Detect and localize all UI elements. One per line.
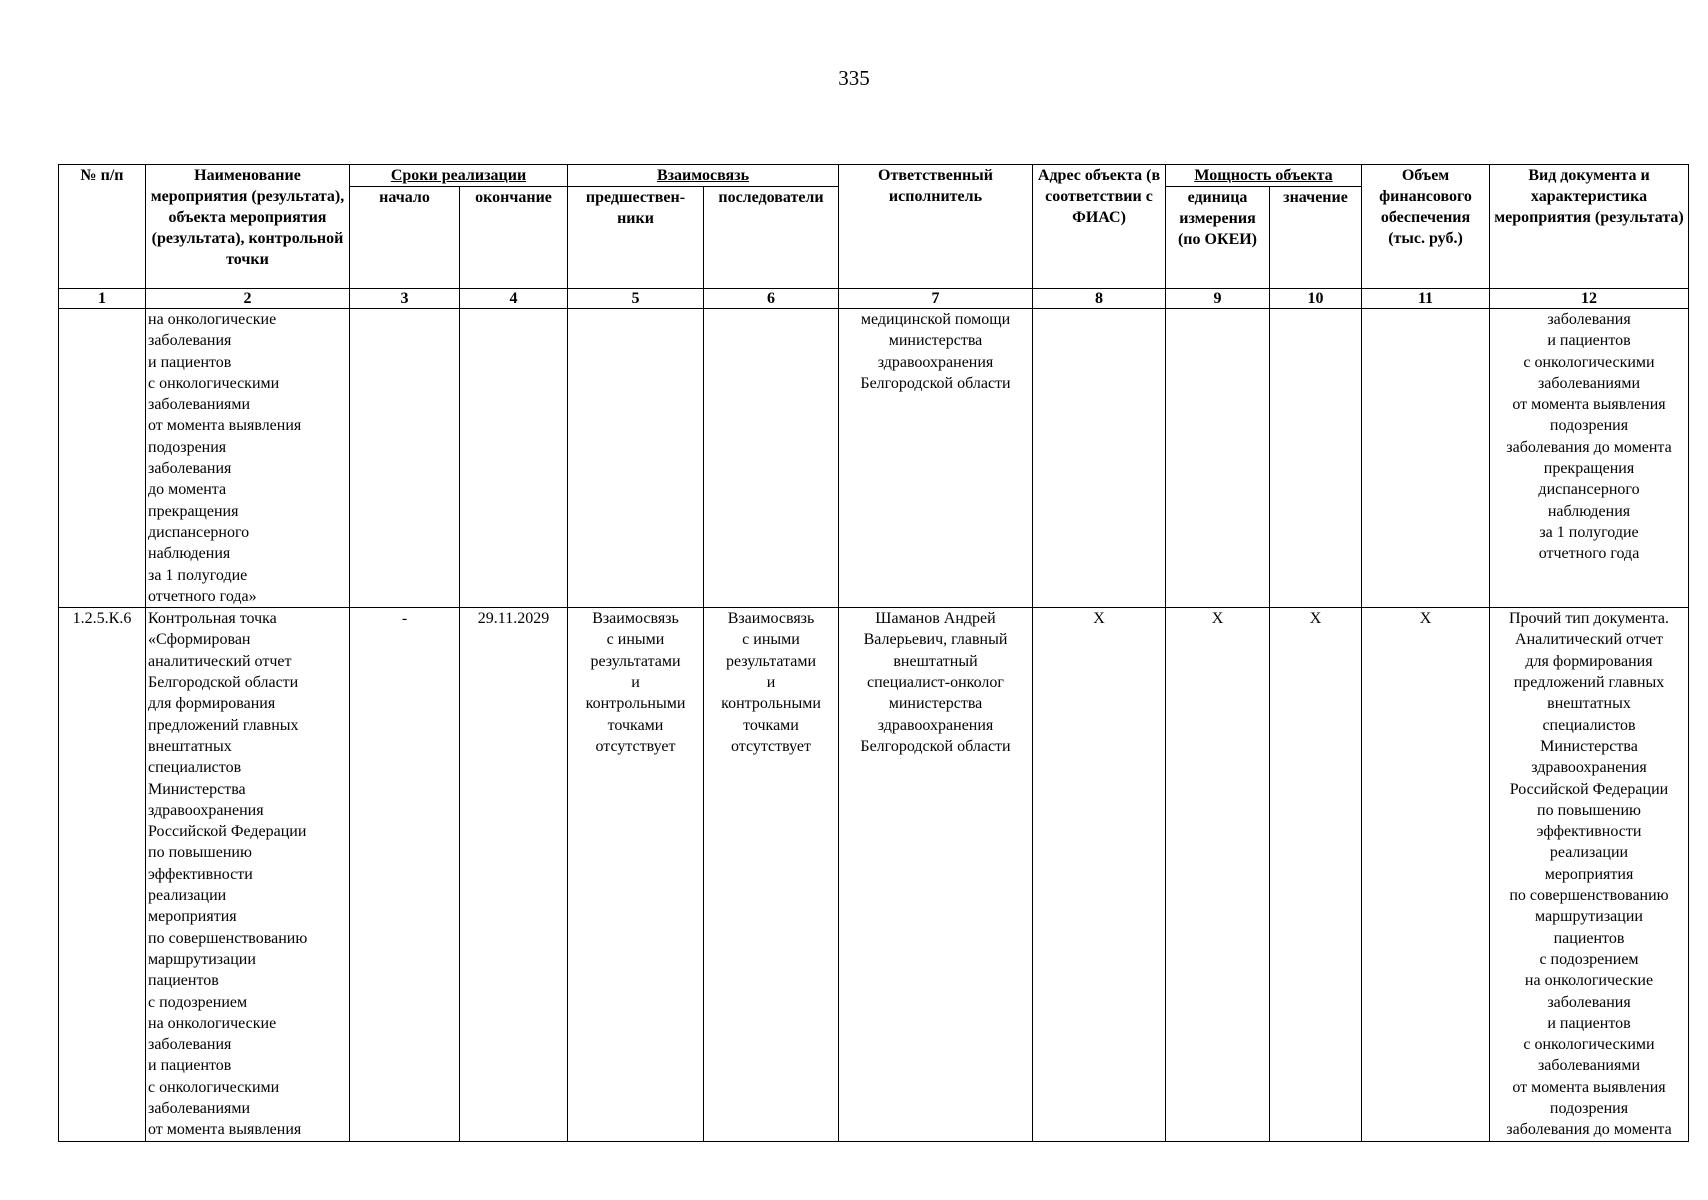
cell-line: подозрения xyxy=(1549,417,1629,435)
cell-line: на онкологические xyxy=(148,1014,277,1032)
cell-line: и пациентов xyxy=(148,353,232,371)
cell-line: заболевания xyxy=(1547,993,1631,1011)
cell-line: от момента выявления xyxy=(1512,396,1666,414)
cell-line: заболевания xyxy=(1547,311,1631,328)
cell-predecessors xyxy=(568,309,704,608)
cell-finance xyxy=(1362,309,1490,608)
cell-line: с онкологическими xyxy=(148,1078,280,1096)
cell-value xyxy=(1270,309,1362,608)
cell-executor xyxy=(839,608,1033,1141)
cell-line: точками xyxy=(743,716,799,734)
cell-line: контрольными xyxy=(585,695,686,713)
cell-unit xyxy=(1166,309,1270,608)
cell-name xyxy=(146,309,350,608)
cell-line: маршрутизации xyxy=(1535,908,1643,926)
cell-line: по повышению xyxy=(1537,801,1641,819)
cell-line: эффективности xyxy=(1536,823,1642,841)
column-number: 7 xyxy=(839,289,1033,309)
cell-line: специалист-онколог xyxy=(867,674,1004,692)
column-number: 2 xyxy=(146,289,350,309)
cell-line: и пациентов xyxy=(1547,1014,1631,1032)
cell-line: с онкологическими xyxy=(1523,353,1655,371)
cell-line: мероприятия xyxy=(148,908,237,926)
cell-line: мероприятия xyxy=(1544,865,1634,883)
cell-line: Белгородской области xyxy=(860,737,1011,755)
header-successors: последователи xyxy=(704,187,839,289)
column-number: 9 xyxy=(1166,289,1270,309)
cell-line: заболеваниями xyxy=(1537,374,1641,392)
cell-line: и пациентов xyxy=(1547,332,1631,350)
column-number: 1 xyxy=(59,289,146,309)
cell-line: от момента выявления xyxy=(1512,1078,1666,1096)
cell-line: с онкологическими xyxy=(148,374,280,392)
cell-line: маршрутизации xyxy=(148,950,256,968)
cell-line: до момента xyxy=(148,481,227,499)
cell-line: наблюдения xyxy=(148,545,231,563)
header-unit: единица измерения (по ОКЕИ) xyxy=(1166,187,1270,289)
cell-line: министерства xyxy=(888,695,983,713)
cell-line: отсутствует xyxy=(595,737,676,755)
cell-num: 1.2.5.К.6 xyxy=(59,608,146,1141)
cell-line: Прочий тип документа. xyxy=(1509,610,1669,628)
cell-line: на онкологические xyxy=(1524,972,1654,990)
header-name: Наименование мероприятия (результата), объекта мероприятия (результата), контрольной точки xyxy=(146,165,350,289)
table-row xyxy=(59,309,1689,608)
cell-line: на онкологические xyxy=(148,311,277,328)
cell-value: Х xyxy=(1270,608,1362,1141)
header-value: значение xyxy=(1270,187,1362,289)
cell-line: Министерства xyxy=(1540,737,1638,755)
cell-line: Белгородской области xyxy=(860,374,1011,392)
cell-line: за 1 полугодие xyxy=(148,566,248,584)
cell-line: здравоохранения xyxy=(877,716,994,734)
cell-line: заболеваниями xyxy=(148,1099,251,1117)
cell-line: с иными xyxy=(606,631,665,649)
cell-line: специалистов xyxy=(148,759,242,777)
cell-line: здравоохранения xyxy=(148,801,264,819)
cell-line: Валерьевич, главный xyxy=(863,631,1008,649)
cell-document xyxy=(1490,309,1689,608)
cell-line: прекращения xyxy=(148,502,239,520)
cell-line: внештатных xyxy=(148,737,232,755)
cell-start: - xyxy=(350,608,460,1141)
cell-line: заболевания xyxy=(148,1036,232,1054)
cell-line: Аналитический отчет xyxy=(1515,631,1663,649)
cell-address: Х xyxy=(1033,608,1166,1141)
cell-line: и пациентов xyxy=(148,1057,232,1075)
cell-line: заболевания до момента xyxy=(1506,1121,1672,1139)
cell-line: от момента выявления xyxy=(148,417,302,435)
header-end: окончание xyxy=(460,187,568,289)
header-document: Вид документа и характеристика мероприятия (результата) xyxy=(1490,165,1689,289)
cell-name xyxy=(146,608,350,1141)
cell-line: пациентов xyxy=(1553,929,1625,947)
cell-line: отчетного года xyxy=(1538,545,1640,563)
header-capacity-group: Мощность объекта xyxy=(1166,165,1362,187)
cell-line: реализации xyxy=(1549,844,1629,862)
column-number: 10 xyxy=(1270,289,1362,309)
cell-line: министерства xyxy=(888,332,983,350)
cell-line: Белгородской области xyxy=(148,674,299,692)
cell-line: по повышению xyxy=(148,844,252,862)
cell-line: заболевания xyxy=(148,460,232,478)
plan-table xyxy=(58,164,1689,1142)
header-executor: Ответственный исполнитель xyxy=(839,165,1033,289)
cell-address xyxy=(1033,309,1166,608)
column-number: 6 xyxy=(704,289,839,309)
cell-line: заболевания до момента xyxy=(1506,438,1672,456)
cell-line: диспансерного xyxy=(1538,481,1640,499)
cell-successors xyxy=(704,608,839,1141)
column-number: 3 xyxy=(350,289,460,309)
cell-line: здравоохранения xyxy=(1531,759,1647,777)
cell-line: контрольными xyxy=(721,695,821,713)
column-number: 12 xyxy=(1490,289,1689,309)
header-address: Адрес объекта (в соответствии с ФИАС) xyxy=(1033,165,1166,289)
cell-line: наблюдения xyxy=(1547,502,1631,520)
cell-end: 29.11.2029 xyxy=(460,608,568,1141)
cell-line: Шаманов Андрей xyxy=(875,610,996,628)
cell-executor xyxy=(839,309,1033,608)
cell-line: диспансерного xyxy=(148,523,250,541)
header-predecessors: предшествен-ники xyxy=(568,187,704,289)
cell-line: подозрения xyxy=(1549,1099,1629,1117)
cell-line: результатами xyxy=(590,652,681,670)
cell-line: заболевания xyxy=(148,332,232,350)
cell-line: по совершенствованию xyxy=(1509,887,1669,905)
cell-document xyxy=(1490,608,1689,1141)
cell-line: отсутствует xyxy=(730,737,812,755)
cell-line: с подозрением xyxy=(148,993,248,1011)
header-num: № п/п xyxy=(59,165,146,289)
page-number: 335 xyxy=(838,66,870,90)
cell-line: предложений главных xyxy=(148,716,299,734)
cell-line: прекращения xyxy=(1543,460,1635,478)
table-row xyxy=(59,608,1689,1141)
cell-finance: Х xyxy=(1362,608,1490,1141)
cell-line: и xyxy=(766,674,776,692)
cell-line: здравоохранения xyxy=(877,353,994,371)
cell-line: с онкологическими xyxy=(1523,1036,1655,1054)
header-links-group: Взаимосвязь xyxy=(568,165,839,187)
cell-line: эффективности xyxy=(148,865,253,883)
cell-line: внештатный xyxy=(893,652,978,670)
cell-start xyxy=(350,309,460,608)
cell-predecessors xyxy=(568,608,704,1141)
cell-line: результатами xyxy=(725,652,817,670)
cell-line: аналитический отчет xyxy=(148,652,292,670)
cell-line: по совершенствованию xyxy=(148,929,308,947)
cell-line: от момента выявления xyxy=(148,1121,302,1139)
header-start: начало xyxy=(350,187,460,289)
cell-line: для формирования xyxy=(1525,652,1653,670)
cell-line: и xyxy=(631,674,640,692)
column-number: 5 xyxy=(568,289,704,309)
cell-line: Министерства xyxy=(148,780,246,798)
cell-line: «Сформирован xyxy=(148,631,251,649)
cell-line: заболеваниями xyxy=(1537,1057,1641,1075)
cell-num xyxy=(59,309,146,608)
cell-line: точками xyxy=(607,716,664,734)
cell-line: с подозрением xyxy=(1539,950,1639,968)
cell-line: Контрольная точка xyxy=(148,610,277,628)
cell-line: Взаимосвязь xyxy=(727,610,815,628)
column-number: 8 xyxy=(1033,289,1166,309)
cell-successors xyxy=(704,309,839,608)
cell-line: с иными xyxy=(742,631,800,649)
cell-line: реализации xyxy=(148,887,227,905)
cell-line: Взаимосвязь xyxy=(592,610,679,628)
cell-end xyxy=(460,309,568,608)
cell-line: отчетного года» xyxy=(148,587,257,605)
cell-line: подозрения xyxy=(148,438,227,456)
cell-line: за 1 полугодие xyxy=(1539,523,1639,541)
cell-line: Российской Федерации xyxy=(1509,780,1669,798)
header-dates-group: Сроки реализации xyxy=(350,165,568,187)
cell-line: для формирования xyxy=(148,695,276,713)
header-finance: Объем финансового обеспечения (тыс. руб.) xyxy=(1362,165,1490,289)
cell-unit: Х xyxy=(1166,608,1270,1141)
cell-line: специалистов xyxy=(1542,716,1636,734)
cell-line: пациентов xyxy=(148,972,219,990)
cell-line: Российской Федерации xyxy=(148,823,307,841)
cell-line: медицинской помощи xyxy=(860,311,1011,328)
column-number: 11 xyxy=(1362,289,1490,309)
cell-line: заболеваниями xyxy=(148,396,251,414)
cell-line: внештатных xyxy=(1547,695,1631,713)
column-number: 4 xyxy=(460,289,568,309)
cell-line: предложений главных xyxy=(1513,674,1665,692)
